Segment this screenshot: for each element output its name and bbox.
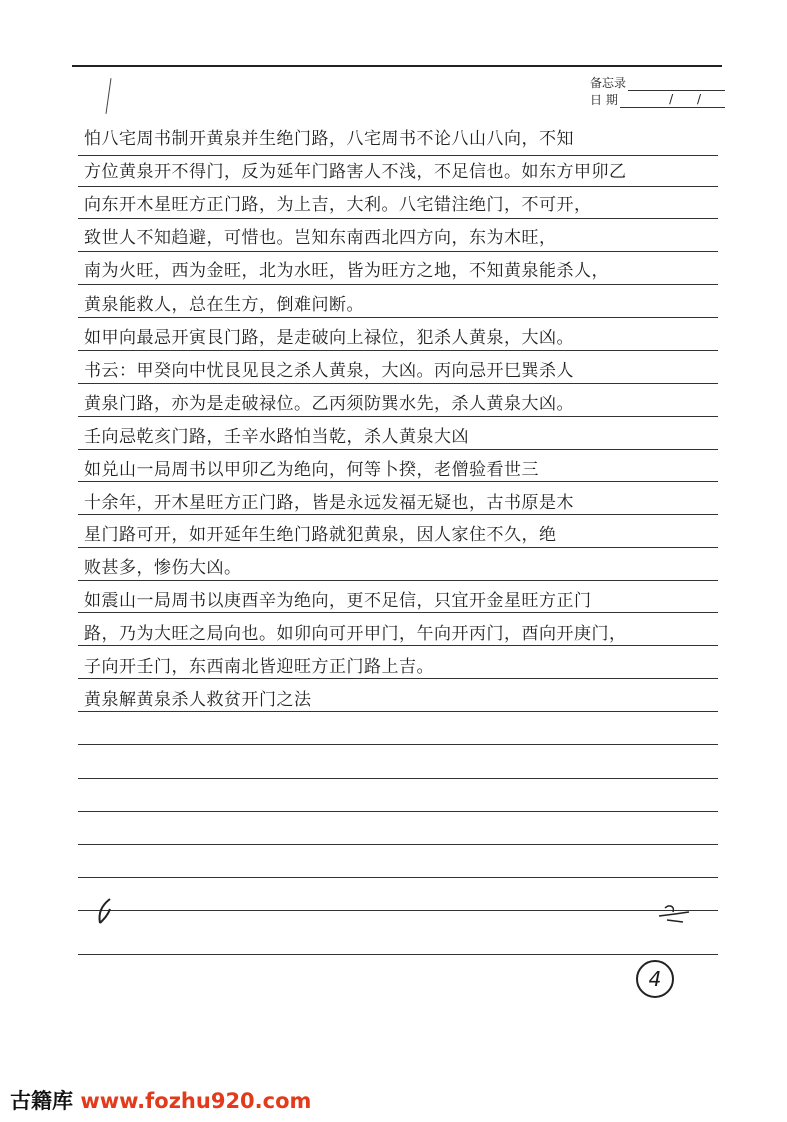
ruled-line xyxy=(78,416,718,417)
ruled-line xyxy=(78,317,718,318)
ruled-line xyxy=(78,744,718,745)
page-number: 4 xyxy=(636,960,674,998)
text-line-16: 路，乃为大旺之局向也。如卯向可开甲门，午向开丙门，酉向开庚门， xyxy=(84,624,627,644)
margin-mark xyxy=(105,78,111,114)
memo-header xyxy=(590,74,725,108)
watermark-site-name: 古籍库 xyxy=(10,1089,73,1113)
text-line-14: 败甚多，惨伤大凶。 xyxy=(84,558,242,578)
ruled-line xyxy=(78,778,718,779)
ruled-line xyxy=(78,481,718,482)
ruled-line xyxy=(78,580,718,581)
watermark-text xyxy=(10,1085,311,1115)
date-label: 日 期 xyxy=(590,93,618,107)
text-line-7: 如甲向最忌开寅艮门路，是走破向上禄位，犯杀人黄泉，大凶。 xyxy=(84,328,574,348)
ruled-line xyxy=(78,547,718,548)
ruled-line xyxy=(78,186,718,187)
text-line-12: 十余年，开木星旺方正门路，皆是永远发福无疑也，古书原是木 xyxy=(84,493,574,513)
watermark-url: www.fozhu920.com xyxy=(80,1089,312,1113)
text-line-17: 子向开壬门，东西南北皆迎旺方正门路上吉。 xyxy=(84,657,434,677)
text-line-11: 如兑山一局周书以甲卯乙为绝向，何等卜揆，老僧验看世三 xyxy=(84,460,539,480)
text-line-1: 怕八宅周书制开黄泉并生绝门路，八宅周书不论八山八向，不知 xyxy=(84,129,574,149)
ruled-line xyxy=(78,612,718,613)
text-line-9: 黄泉门路，亦为是走破禄位。乙丙须防巽水先，杀人黄泉大凶。 xyxy=(84,394,574,414)
ruled-line xyxy=(78,350,718,351)
memo-label: 备忘录 xyxy=(590,76,627,90)
ruled-line xyxy=(78,251,718,252)
ruled-line xyxy=(78,811,718,812)
text-line-6: 黄泉能救人，总在生方，倒难问断。 xyxy=(84,295,364,315)
text-line-5: 南为火旺，西为金旺，北为水旺，皆为旺方之地，不知黄泉能杀人， xyxy=(84,261,609,281)
ruled-line xyxy=(78,844,718,845)
ruled-line xyxy=(78,877,718,878)
memo-row xyxy=(590,74,725,91)
ruled-line xyxy=(78,449,718,450)
text-line-2: 方位黄泉开不得门，反为延年门路害人不浅，不足信也。如东方甲卯乙 xyxy=(84,162,627,182)
top-binding-rule xyxy=(72,65,722,67)
text-line-3: 向东开木星旺方正门路，为上吉，大利。八宅错注绝门，不可开， xyxy=(84,195,592,215)
text-line-8: 书云：甲癸向中忧艮见艮之杀人黄泉，大凶。丙向忌开巳巽杀人 xyxy=(84,361,574,381)
ruled-line xyxy=(78,284,718,285)
text-line-10: 壬向忌乾亥门路，壬辛水路怕当乾，杀人黄泉大凶 xyxy=(84,427,469,447)
ruled-line xyxy=(78,645,718,646)
pen-scribble-right xyxy=(655,900,695,926)
memo-fill-line xyxy=(628,78,725,91)
ruled-line xyxy=(78,155,718,156)
ruled-line xyxy=(78,954,718,955)
watermark xyxy=(0,1083,787,1122)
pen-scribble-left xyxy=(92,895,122,929)
text-line-18: 黄泉解黄泉杀人救贫开门之法 xyxy=(84,690,312,710)
ruled-line xyxy=(78,678,718,679)
ruled-line xyxy=(78,218,718,219)
date-value: / / xyxy=(669,92,711,106)
ruled-line xyxy=(78,514,718,515)
ruled-line xyxy=(78,711,718,712)
ruled-line xyxy=(78,910,718,911)
text-line-13: 星门路可开，如开延年生绝门路就犯黄泉，因人家住不久，绝 xyxy=(84,525,557,545)
date-row xyxy=(590,91,725,108)
ruled-line xyxy=(78,383,718,384)
text-line-15: 如震山一局周书以庚酉辛为绝向，更不足信，只宜开金星旺方正门 xyxy=(84,591,592,611)
text-line-4: 致世人不知趋避，可惜也。岂知东南西北四方向，东为木旺， xyxy=(84,228,557,248)
